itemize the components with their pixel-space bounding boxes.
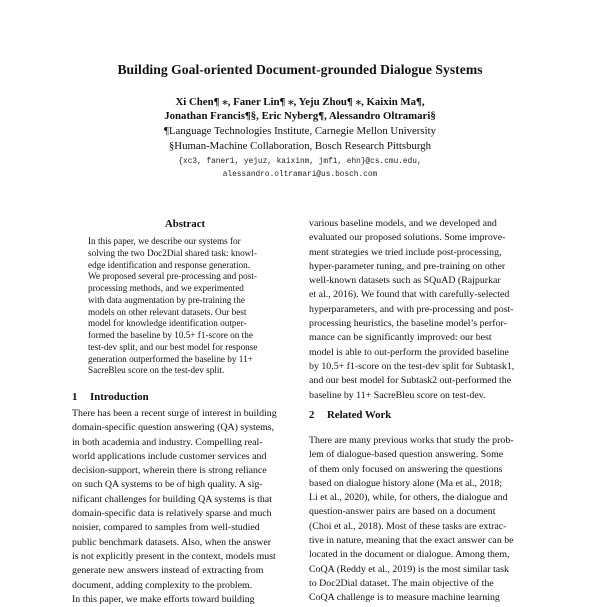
body-line: Li et al., 2020), while, for others, the dialogue and — [309, 492, 508, 504]
body-line: nificant challenges for building QA systems is that — [72, 493, 272, 505]
body-line: (Choi et al., 2018). Most of these tasks are extrac- — [309, 520, 507, 532]
body-line: various baseline models, and we developed and — [309, 218, 497, 229]
abstract-line: formed the baseline by 10.5+ f1-score on the — [88, 330, 253, 340]
introduction-continued — [309, 217, 539, 403]
body-line: and our best model for Subtask2 out-performed the — [309, 375, 512, 387]
abstract-line: SacreBleu score on the test-dev split. — [88, 365, 225, 376]
body-line: tive in nature, meaning that the exact answer can be — [309, 535, 514, 547]
body-line: public benchmark datasets. Also, when the answer — [72, 536, 272, 548]
abstract-line: model for knowledge identification outper- — [88, 318, 247, 329]
body-line: in both academia and industry. Compelling real- — [72, 436, 263, 448]
abstract-line: We proposed several pre-processing and post- — [88, 271, 257, 282]
body-line: lem of dialogue-based question answering. Some — [309, 449, 504, 461]
body-line: CoQA (Reddy et al., 2019) is the most similar task — [309, 563, 509, 575]
abstract-line: In this paper, we describe our systems for — [88, 236, 241, 246]
section-number: 1 — [72, 391, 78, 403]
abstract-heading: Abstract — [164, 218, 206, 230]
body-line: to Doc2Dial dataset. The main objective of the — [309, 577, 494, 589]
abstract-line: generation outperformed the baseline by 11+ — [88, 353, 253, 364]
abstract-line: models on other relevant datasets. Our best — [88, 306, 247, 317]
body-line: by 10.5+ f1-score on the test-dev split for Subtask1, — [309, 360, 515, 372]
section-heading-related-work — [309, 409, 391, 421]
body-line: located in the document or dialogue. Among them, — [309, 549, 510, 561]
authors-line-2: Jonathan Francis¶§, Eric Nyberg¶, Alessandro Oltramari§ — [164, 110, 436, 122]
body-line: domain-specific data is relatively sparse and much — [72, 508, 272, 520]
body-line: CoQA challenge is to measure machine learning — [309, 592, 500, 604]
abstract-body — [88, 236, 282, 377]
body-line: et al., 2016). We found that with carefully-selected — [309, 289, 510, 301]
body-line: There has been a recent surge of interest in building — [72, 408, 277, 419]
abstract-line: solving the two Doc2Dial shared task: knowl- — [88, 247, 257, 258]
body-line: based on dialogue history alone (Ma et al., 2018; — [309, 477, 503, 489]
abstract-line: test-dev split, and our best model for response — [88, 341, 258, 352]
affiliation-cmu: ¶Language Technologies Institute, Carnegie Mellon University — [164, 125, 436, 137]
section-heading-introduction — [72, 391, 149, 403]
body-line: world applications include customer services and — [72, 450, 267, 462]
introduction-body — [72, 407, 302, 607]
section-number: 2 — [309, 409, 315, 421]
body-line: question-answer pairs are based on a document — [309, 506, 496, 518]
body-line: baseline by 11+ SacreBleu score on test-dev. — [309, 389, 486, 401]
related-work-body — [309, 434, 539, 606]
affiliation-bosch: §Human-Machine Collaboration, Bosch Research Pittsburgh — [168, 140, 432, 152]
body-line: model is able to out-perform the provided baseline — [309, 346, 509, 358]
body-line: domain-specific question answering (QA) systems, — [72, 422, 275, 434]
body-line: decision-support, wherein there is strong reliance — [72, 465, 267, 477]
paper-title: Building Goal-oriented Document-grounded Dialogue Systems — [117, 62, 483, 77]
body-line: ment strategies we tried include post-processing, — [309, 246, 502, 258]
abstract-line: edge identification and response generation. — [88, 259, 250, 270]
body-line: of them only focused on answering the questions — [309, 463, 503, 475]
body-line: processing heuristics, the baseline model’s perfor- — [309, 318, 507, 330]
body-line: is not explicitly present in the context, models must — [72, 550, 276, 562]
body-line: In this paper, we make efforts toward building — [72, 593, 255, 605]
body-line: document, adding complexity to the problem. — [72, 579, 253, 591]
body-line: There are many previous works that study the prob- — [309, 435, 514, 446]
body-line: hyper-parameter tuning, and pre-training on other — [309, 260, 506, 272]
body-line: mance can be significantly improved: our best — [309, 332, 492, 344]
body-line: on such QA systems to be of high quality. A sig- — [72, 479, 263, 491]
body-line: evaluated our proposed solutions. Some improve- — [309, 232, 506, 244]
email-cmu: {xc3, faner1, yejuz, kaixinm, jmf1, ehn}@cs.cmu.edu, — [178, 158, 422, 166]
section-title: Related Work — [327, 409, 392, 421]
email-bosch: alessandro.oltramari@us.bosch.com — [222, 171, 378, 179]
body-line: hyperparameters, and with pre-processing and post- — [309, 303, 514, 315]
body-line: well-known datasets such as SQuAD (Rajpurkar — [309, 275, 501, 287]
body-line: generate new answers instead of extracting from — [72, 565, 264, 577]
section-title: Introduction — [90, 391, 149, 403]
abstract-line: with data augmentation by pre-training the — [88, 294, 245, 305]
abstract-line: processing methods, and we experimented — [88, 283, 244, 293]
authors-line-1: Xi Chen¶ ⁎, Faner Lin¶ ⁎, Yeju Zhou¶ ⁎, Kaixin Ma¶, — [175, 96, 425, 108]
body-line: noisier, compared to samples from well-studied — [72, 522, 260, 534]
